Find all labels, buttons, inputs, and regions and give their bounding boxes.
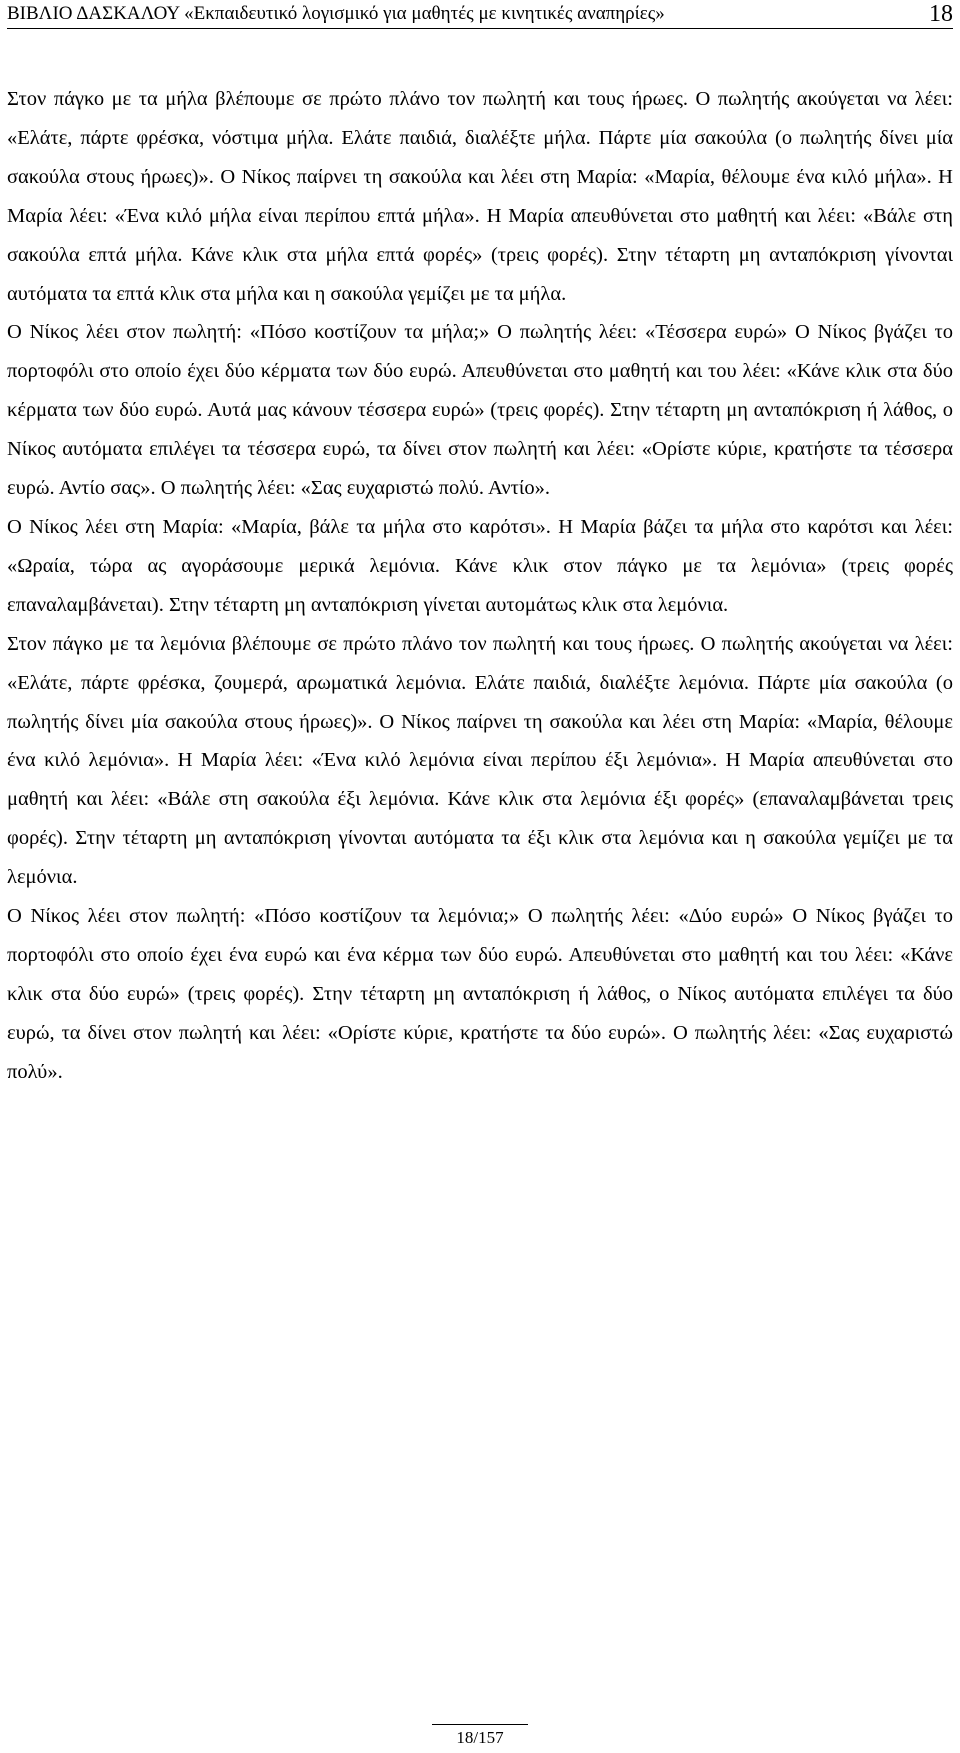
paragraph-lemons-payment: Ο Νίκος λέει στον πωλητή: «Πόσο κοστίζουν τα λεμόνια;» Ο πωλητής λέει: «Δύο ευρώ» Ο Νίκος βγάζει το πορτοφόλι στο οποίο έχει ένα ευρώ και ένα κέρμα των δύο ευρώ. Απευθύνεται στο μαθητή και του λέει: «Κάνε κλικ στα δύο ευρώ» (τρεις φορές). Στην τέταρτη μη ανταπόκριση ή λάθος, ο Νίκος αυτόματα επιλέγει τα δύο ευρώ, τα δίνει στον πωλητή και λέει: «Ορίστε κύριε, κρατήστε τα δύο ευρώ». Ο πωλητής λέει: «Σας ευχαριστώ πολύ». — [7, 905, 953, 1083]
header-page-number: 18 — [929, 1, 953, 27]
page-header — [7, 2, 953, 29]
paragraph-cart-and-lemons: Ο Νίκος λέει στη Μαρία: «Μαρία, βάλε τα μήλα στο καρότσι». Η Μαρία βάζει τα μήλα στο καρότσι και λέει: «Ωραία, τώρα ας αγοράσουμε μερικά λεμόνια. Κάνε κλικ στον πάγκο με τα λεμόνια» (τρεις φορές επαναλαμβάνεται). Στην τέταρτη μη ανταπόκριση γίνεται αυτομάτως κλικ στα λεμόνια. — [7, 515, 953, 616]
document-body — [7, 80, 953, 1092]
page-footer — [432, 1724, 528, 1751]
paragraph-apples-payment: Ο Νίκος λέει στον πωλητή: «Πόσο κοστίζουν τα μήλα;» Ο πωλητής λέει: «Τέσσερα ευρώ» Ο Νίκος βγάζει το πορτοφόλι στο οποίο έχει δύο κέρματα των δύο ευρώ. Απευθύνεται στο μαθητή και του λέει: «Κάνε κλικ στα δύο κέρματα των δύο ευρώ. Αυτά μας κάνουν τέσσερα ευρώ» (τρεις φορές). Στην τέταρτη μη ανταπόκριση ή λάθος, ο Νίκος αυτόματα επιλέγει τα τέσσερα ευρώ, τα δίνει στον πωλητή και λέει: «Ορίστε κύριε, κρατήστε τα τέσσερα ευρώ. Αντίο σας». Ο πωλητής λέει: «Σας ευχαριστώ πολύ. Αντίο». — [7, 321, 953, 500]
header-title: ΒΙΒΛΙΟ ΔΑΣΚΑΛΟΥ «Εκπαιδευτικό λογισμικό για μαθητές με κινητικές αναπηρίες» — [7, 3, 665, 24]
paragraph-apples-stall: Στον πάγκο με τα μήλα βλέπουμε σε πρώτο πλάνο τον πωλητή και τους ήρωες. Ο πωλητής ακούγεται να λέει: «Ελάτε, πάρτε φρέσκα, νόστιμα μήλα. Ελάτε παιδιά, διαλέξτε μήλα. Πάρτε μία σακούλα (ο πωλητής δίνει μία σακούλα στους ήρωες)». Ο Νίκος παίρνει τη σακούλα και λέει στη Μαρία: «Μαρία, θέλουμε ένα κιλό μήλα». Η Μαρία λέει: «Ένα κιλό μήλα είναι περίπου επτά μήλα». Η Μαρία απευθύνεται στο μαθητή και λέει: «Βάλε στη σακούλα επτά μήλα. Κάνε κλικ στα μήλα επτά φορές» (τρεις φορές). Στην τέταρτη μη ανταπόκριση γίνονται αυτόματα τα επτά κλικ στα μήλα και η σακούλα γεμίζει με τα μήλα. — [7, 88, 953, 305]
paragraph-lemons-stall: Στον πάγκο με τα λεμόνια βλέπουμε σε πρώτο πλάνο τον πωλητή και τους ήρωες. Ο πωλητής ακούγεται να λέει: «Ελάτε, πάρτε φρέσκα, ζουμερά, αρωματικά λεμόνια. Ελάτε παιδιά, διαλέξτε λεμόνια. Πάρτε μία σακούλα (ο πωλητής δίνει μία σακούλα στους ήρωες)». Ο Νίκος παίρνει τη σακούλα και λέει στη Μαρία: «Μαρία, θέλουμε ένα κιλό λεμόνια». Η Μαρία λέει: «Ένα κιλό λεμόνια είναι περίπου έξι λεμόνια». Η Μαρία απευθύνεται στο μαθητή και λέει: «Βάλε στη σακούλα έξι λεμόνια. Κάνε κλικ στα λεμόνια έξι φορές» (επαναλαμβάνεται τρεις φορές). Στην τέταρτη μη ανταπόκριση γίνονται αυτόματα τα έξι κλικ στα λεμόνια και η σακούλα γεμίζει με τα λεμόνια. — [7, 632, 953, 889]
footer-page-label: 18/157 — [456, 1728, 504, 1747]
